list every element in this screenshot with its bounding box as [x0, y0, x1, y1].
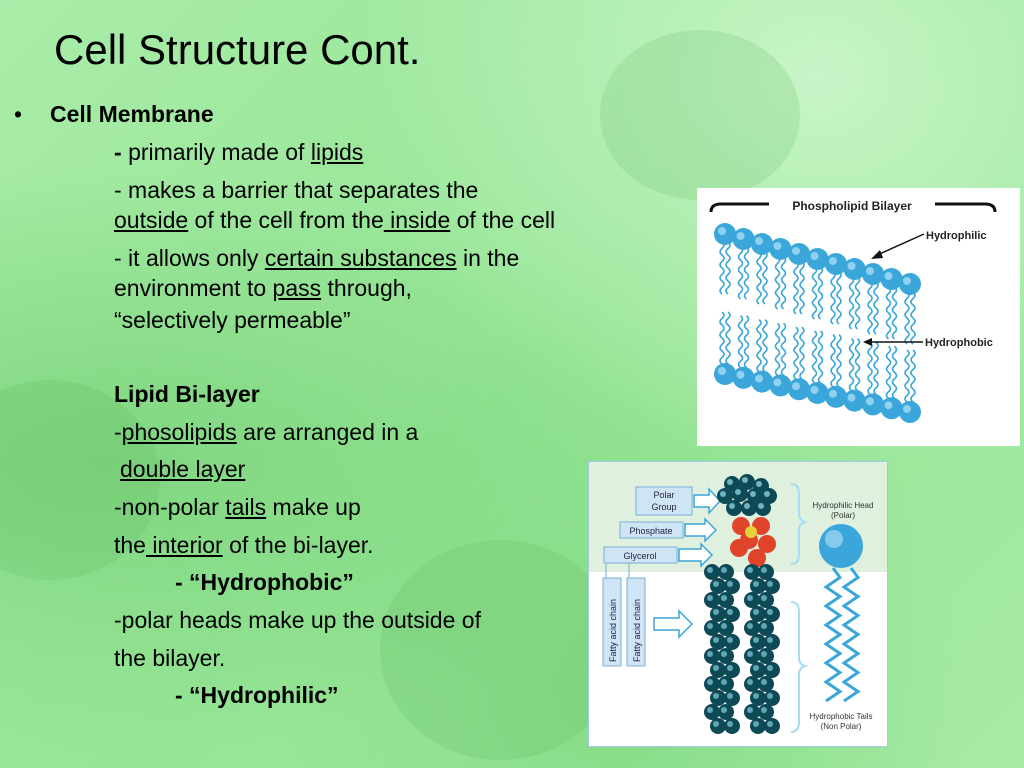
atom-highlight: [767, 609, 773, 615]
text-line-hydrophilic: - “Hydrophilic”: [175, 682, 339, 708]
label-hydrophilic-head: Hydrophilic Head: [812, 501, 874, 510]
text-line: [114, 417, 418, 447]
head-highlight: [829, 390, 837, 398]
text-line: “selectively permeable”: [114, 307, 351, 333]
arrowhead: [863, 338, 872, 346]
head-highlight: [885, 401, 893, 409]
text: environment to: [114, 275, 273, 301]
atom-highlight: [744, 503, 750, 509]
label-glycerol: Glycerol: [623, 551, 657, 561]
atom-highlight: [767, 693, 773, 699]
underlined-term: lipids: [310, 139, 364, 165]
figure-phospholipid-bilayer: [697, 188, 1020, 446]
tail: [887, 346, 891, 398]
text-line: -polar heads make up the outside of: [114, 607, 481, 633]
underlined-term: double layer: [120, 456, 246, 482]
phospholipid-head: [770, 374, 792, 396]
atom-highlight: [727, 609, 733, 615]
underlined-term: pass: [272, 275, 322, 301]
phospholipid-head: [862, 393, 884, 415]
atom-highlight: [761, 623, 767, 629]
atom-highlight: [761, 567, 767, 573]
tail: [819, 331, 823, 383]
text: make up: [266, 494, 361, 520]
atom-highlight: [747, 623, 753, 629]
tail: [868, 342, 872, 394]
label-tails-nonpolar: (Non Polar): [820, 722, 862, 731]
text: primarily made of: [128, 139, 311, 165]
tail: [739, 316, 743, 368]
head-highlight: [737, 371, 745, 379]
tail: [850, 277, 854, 329]
tail: [763, 320, 767, 372]
tail: [757, 252, 761, 304]
head-highlight: [866, 397, 874, 405]
tail: [850, 339, 854, 391]
text-line: - makes a barrier that separates the: [114, 177, 479, 203]
tail: [819, 267, 823, 319]
atom-highlight: [767, 665, 773, 671]
atom-highlight: [753, 637, 759, 643]
tail: [837, 335, 841, 387]
background-cell-shape: [600, 30, 800, 200]
underlined-term: tails: [225, 494, 267, 520]
tail: [911, 292, 915, 344]
bilayer-diagram: [697, 188, 1020, 446]
atom-highlight: [753, 609, 759, 615]
atom-highlight: [761, 651, 767, 657]
text: are arranged in a: [236, 419, 419, 445]
atom-highlight: [727, 665, 733, 671]
dash: -: [114, 419, 122, 445]
atom-highlight: [747, 707, 753, 713]
atom-highlight: [707, 651, 713, 657]
tail: [776, 257, 780, 309]
bilayer-title: Phospholipid Bilayer: [792, 199, 912, 213]
atom-highlight: [713, 581, 719, 587]
atom-highlight: [750, 491, 756, 497]
phosphorus-atom: [745, 526, 757, 538]
atom-highlight: [747, 595, 753, 601]
bracket-right: [935, 204, 995, 212]
text-line: the bilayer.: [114, 645, 226, 671]
tail: [868, 282, 872, 334]
tail: [739, 247, 743, 299]
tail: [800, 262, 804, 314]
tail: [763, 252, 767, 304]
tail: [893, 346, 897, 398]
text-line: [114, 492, 361, 522]
head-highlight: [737, 232, 745, 240]
atom-highlight: [713, 637, 719, 643]
label-hydrophobic-tails: Hydrophobic Tails: [809, 712, 873, 721]
tail: [887, 287, 891, 339]
tail: [745, 316, 749, 368]
atom-highlight: [767, 581, 773, 587]
atom-highlight: [707, 623, 713, 629]
tail: [905, 292, 909, 344]
tail: [813, 267, 817, 319]
atom-highlight: [742, 477, 748, 483]
slide-title: Cell Structure Cont.: [54, 26, 421, 73]
head-highlight: [825, 530, 843, 548]
tail: [726, 312, 730, 364]
atom-highlight: [747, 567, 753, 573]
label-head-polar: (Polar): [830, 511, 856, 520]
phospholipid-head: [733, 228, 755, 250]
tail: [782, 323, 786, 375]
tail: [911, 350, 915, 402]
label-polar: Polar: [653, 490, 675, 500]
phospholipid-head: [881, 268, 903, 290]
atom-highlight: [707, 679, 713, 685]
tail: [837, 272, 841, 324]
atom-highlight: [727, 721, 733, 727]
text-line: [114, 205, 555, 235]
bracket-left: [711, 204, 769, 212]
atom-highlight: [735, 489, 741, 495]
head-highlight: [903, 277, 911, 285]
tail: [893, 287, 897, 339]
text-line: [114, 530, 374, 560]
oxygen-atom: [730, 539, 748, 557]
underlined-term: inside: [383, 207, 451, 233]
head-highlight: [718, 367, 726, 375]
atom-highlight: [713, 665, 719, 671]
atom-highlight: [707, 595, 713, 601]
tail: [726, 242, 730, 294]
label-hydrophobic: Hydrophobic: [925, 337, 993, 349]
head-highlight: [811, 252, 819, 260]
text: in the: [456, 245, 520, 271]
head-highlight: [755, 375, 763, 383]
heading-cell-membrane: Cell Membrane: [50, 101, 214, 127]
atom-highlight: [753, 581, 759, 587]
phospholipid-head: [862, 263, 884, 285]
head-highlight: [792, 247, 800, 255]
subheading-lipid-bilayer: Lipid Bi-layer: [114, 381, 260, 407]
head-sphere: [819, 524, 863, 568]
text: of the bi-layer.: [222, 532, 374, 558]
atom-highlight: [761, 595, 767, 601]
phospholipid-head: [825, 253, 847, 275]
atom-highlight: [721, 651, 727, 657]
head-highlight: [811, 386, 819, 394]
label-group: Group: [651, 502, 677, 512]
phospholipid-head: [899, 401, 921, 423]
head-highlight: [903, 405, 911, 413]
atom-highlight: [721, 707, 727, 713]
head-highlight: [848, 394, 856, 402]
tail: [745, 247, 749, 299]
head-highlight: [718, 227, 726, 235]
background-cell-shape: [380, 540, 620, 760]
head-highlight: [792, 382, 800, 390]
tail: [831, 272, 835, 324]
text: of the cell: [450, 207, 556, 233]
text: of the cell from the: [188, 207, 384, 233]
atom-highlight: [747, 679, 753, 685]
text-line-hydrophobic: - “Hydrophobic”: [175, 569, 354, 595]
atom-highlight: [761, 679, 767, 685]
figure-phospholipid-molecule: [588, 461, 888, 747]
atom-highlight: [721, 567, 727, 573]
atom-highlight: [761, 707, 767, 713]
bullet: •: [14, 101, 23, 127]
phospholipid-head: [714, 363, 736, 385]
text: through,: [321, 275, 412, 301]
atom-highlight: [727, 479, 733, 485]
text-line: [114, 137, 363, 167]
phospholipid-head: [733, 367, 755, 389]
tail: [720, 312, 724, 364]
atom-highlight: [767, 721, 773, 727]
label-phosphate: Phosphate: [629, 526, 673, 536]
phospholipid-head: [788, 378, 810, 400]
underlined-term: phosolipids: [121, 419, 237, 445]
tail: [800, 327, 804, 379]
atom-highlight: [721, 623, 727, 629]
label-hydrophilic: Hydrophilic: [926, 230, 987, 242]
atom-highlight: [747, 651, 753, 657]
phospholipid-head: [788, 243, 810, 265]
text-line: [114, 243, 519, 273]
atom-highlight: [720, 491, 726, 497]
tail: [905, 350, 909, 402]
tail: [782, 257, 786, 309]
phospholipid-head: [751, 233, 773, 255]
phospholipid-head: [899, 273, 921, 295]
tail: [757, 320, 761, 372]
tail: [831, 335, 835, 387]
phospholipid-head: [844, 258, 866, 280]
head-highlight: [774, 378, 782, 386]
atom-highlight: [764, 491, 770, 497]
head-highlight: [829, 257, 837, 265]
head-highlight: [774, 242, 782, 250]
text-line: [114, 273, 412, 303]
atom-highlight: [707, 567, 713, 573]
tail: [720, 242, 724, 294]
tail: [874, 282, 878, 334]
atom-highlight: [721, 595, 727, 601]
tail: [776, 323, 780, 375]
label-fatty-acid-2: Fatty acid chain: [632, 598, 642, 662]
underlined-term: outside: [114, 207, 189, 233]
tail: [794, 262, 798, 314]
head-highlight: [848, 262, 856, 270]
phospholipid-head: [881, 397, 903, 419]
tail: [874, 342, 878, 394]
phospholipid-head: [751, 371, 773, 393]
atom-highlight: [753, 721, 759, 727]
arrow-hydrophilic: [875, 234, 924, 256]
atom-highlight: [721, 679, 727, 685]
atom-highlight: [727, 581, 733, 587]
text-line: [120, 454, 245, 484]
tail: [794, 327, 798, 379]
phospholipid-head: [714, 223, 736, 245]
atom-highlight: [758, 503, 764, 509]
phospholipid-head: [807, 382, 829, 404]
underlined-term: certain substances: [264, 245, 457, 271]
head-highlight: [866, 267, 874, 275]
atom-highlight: [727, 637, 733, 643]
text: the: [114, 532, 146, 558]
tail: [813, 331, 817, 383]
atom-highlight: [727, 693, 733, 699]
atom-highlight: [713, 609, 719, 615]
head-highlight: [885, 272, 893, 280]
atom-highlight: [729, 503, 735, 509]
tail: [856, 339, 860, 391]
atom-highlight: [767, 637, 773, 643]
text: - it allows only: [114, 245, 265, 271]
atom-highlight: [713, 693, 719, 699]
atom-highlight: [753, 665, 759, 671]
phospholipid-head: [770, 238, 792, 260]
phospholipid-head: [825, 386, 847, 408]
atom-highlight: [756, 481, 762, 487]
phospholipid-head: [844, 390, 866, 412]
text: -non-polar: [114, 494, 226, 520]
arrowhead: [871, 250, 883, 259]
dash: -: [114, 139, 129, 165]
head-highlight: [755, 237, 763, 245]
label-fatty-acid-1: Fatty acid chain: [608, 598, 618, 662]
atom-highlight: [713, 721, 719, 727]
underlined-term: interior: [145, 532, 223, 558]
tail: [856, 277, 860, 329]
phospholipid-head: [807, 248, 829, 270]
atom-highlight: [753, 693, 759, 699]
atom-highlight: [707, 707, 713, 713]
molecule-diagram: [589, 462, 887, 746]
